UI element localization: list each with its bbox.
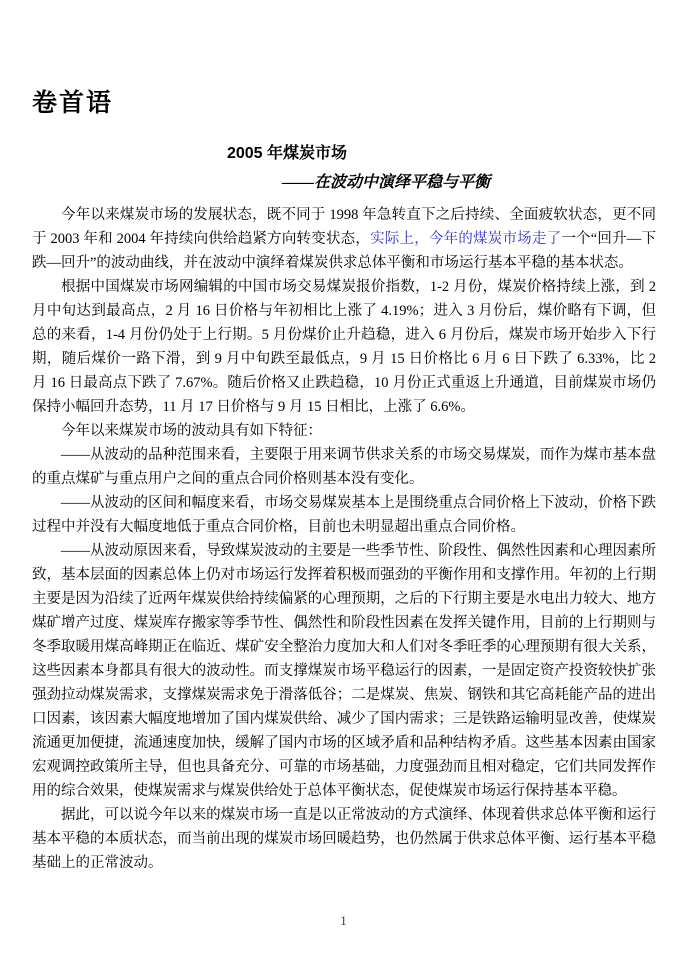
page-number: 1 xyxy=(340,914,347,928)
paragraph-feature-causes: ——从波动原因来看，导致煤炭波动的主要是一些季节性、阶段性、偶然性因素和心理因素所致，基本层面的因素总体上仍对市场运行发挥着积极而强劲的平衡作用和支撑作用。年初的上行期主要是因为沿续了近两年煤炭供给持续偏紧的心理预期，之后的下行期主要是水电出力较大、地方煤矿增产过度、煤炭库存搬家等季节性、偶然性和阶段性因素在发挥关键作用，目前的上行期则与冬季取暖用煤高峰期正在临近、煤矿安全整治力度加大和人们对冬季旺季的心理预期有很大关系，这些因素本身都具有很大的波动性。而支撑煤炭市场平稳运行的因素，一是固定资产投资较快扩张强劲拉动煤炭需求，支撑煤炭需求免于滑落低谷；二是煤炭、焦炭、钢铁和其它高耗能产品的进出口因素，该因素大幅度地增加了国内煤炭供给、减少了国内需求；三是铁路运输明显改善，使煤炭流通更加便捷，流通速度加快，缓解了国内市场的区域矛盾和品种结构矛盾。这些基本因素由国家宏观调控政策所主导，但也具备充分、可靠的市场基础，力度强劲而且相对稳定，它们共同发挥作用的综合效果，使煤炭需求与煤炭供给处于总体平衡状态，促使煤炭市场运行保持基本平稳。 xyxy=(32,543,656,799)
document-title: 2005 年煤炭市场 xyxy=(226,145,348,162)
paragraph-feature-variety: ——从波动的品种范围来看，主要限于用来调节供求关系的市场交易煤炭，而作为煤市基本盘的重点煤矿与重点用户之间的重点合同价格则基本没有变化。 xyxy=(32,447,656,487)
document-subtitle: ——在波动中演绎平稳与平衡 xyxy=(281,174,490,191)
document-body xyxy=(32,203,656,875)
paragraph-features-intro: 今年以来煤炭市场的波动具有如下特征： xyxy=(61,423,322,439)
paragraph-overview xyxy=(32,203,656,275)
paragraph-feature-range: ——从波动的区间和幅度来看，市场交易煤炭基本上是围绕重点合同价格上下波动，价格下跌过程中并没有大幅度地低于重点合同价格，目前也未明显超出重点合同价格。 xyxy=(32,495,656,535)
title-block xyxy=(32,144,656,192)
section-heading: 卷首语 xyxy=(32,89,114,117)
paragraph-conclusion: 据此，可以说今年以来的煤炭市场一直是以正常波动的方式演绎、体现着供求总体平衡和运行基本平稳的本质状态，而当前出现的煤炭市场回暖趋势，也仍然属于供求总体平衡、运行基本平稳基础上的正常波动。 xyxy=(32,807,656,871)
overview-text-lead: 今年以来煤炭市场的发展状态，既不同于 1998 年急转直下之后持续、全面疲软状态，更不同于 2003 年和 2004 年持续向供给趋紧方向转变状态， xyxy=(32,207,656,247)
paragraph-price-index: 根据中国煤炭市场网编辑的中国市场交易煤炭报价指数，1-2 月份，煤炭价格持续上涨，到 2 月中旬达到最高点，2 月 16 日价格与年初相比上涨了 4.19%；进入 3 月份后，煤价略有下调，但总的来看，1-4 月份仍处于上行期。5 月份煤价止升趋稳，进入 6 月份后，煤炭市场开始步入下行期，随后煤价一路下滑，到 9 月中旬跌至最低点，9 月 15 日价格比 6 月 6 日下跌了 6.33%，比 2 月 16 日最高点下跌了 7.67%。随后价格又止跌趋稳，10 月份正式重返上升通道，目前煤炭市场仍保持小幅回升态势，11 月 17 日价格与 9 月 15 日相比，上涨了 6.6%。 xyxy=(32,279,656,415)
overview-text-emphasis: 实际上，今年的煤炭市场走了 xyxy=(370,231,562,247)
overview-text-tail: 一个“回升—下跌—回升”的波动曲线，并在波动中演绎着煤炭供求总体平衡和市场运行基本平稳的基本状态。 xyxy=(32,231,657,271)
